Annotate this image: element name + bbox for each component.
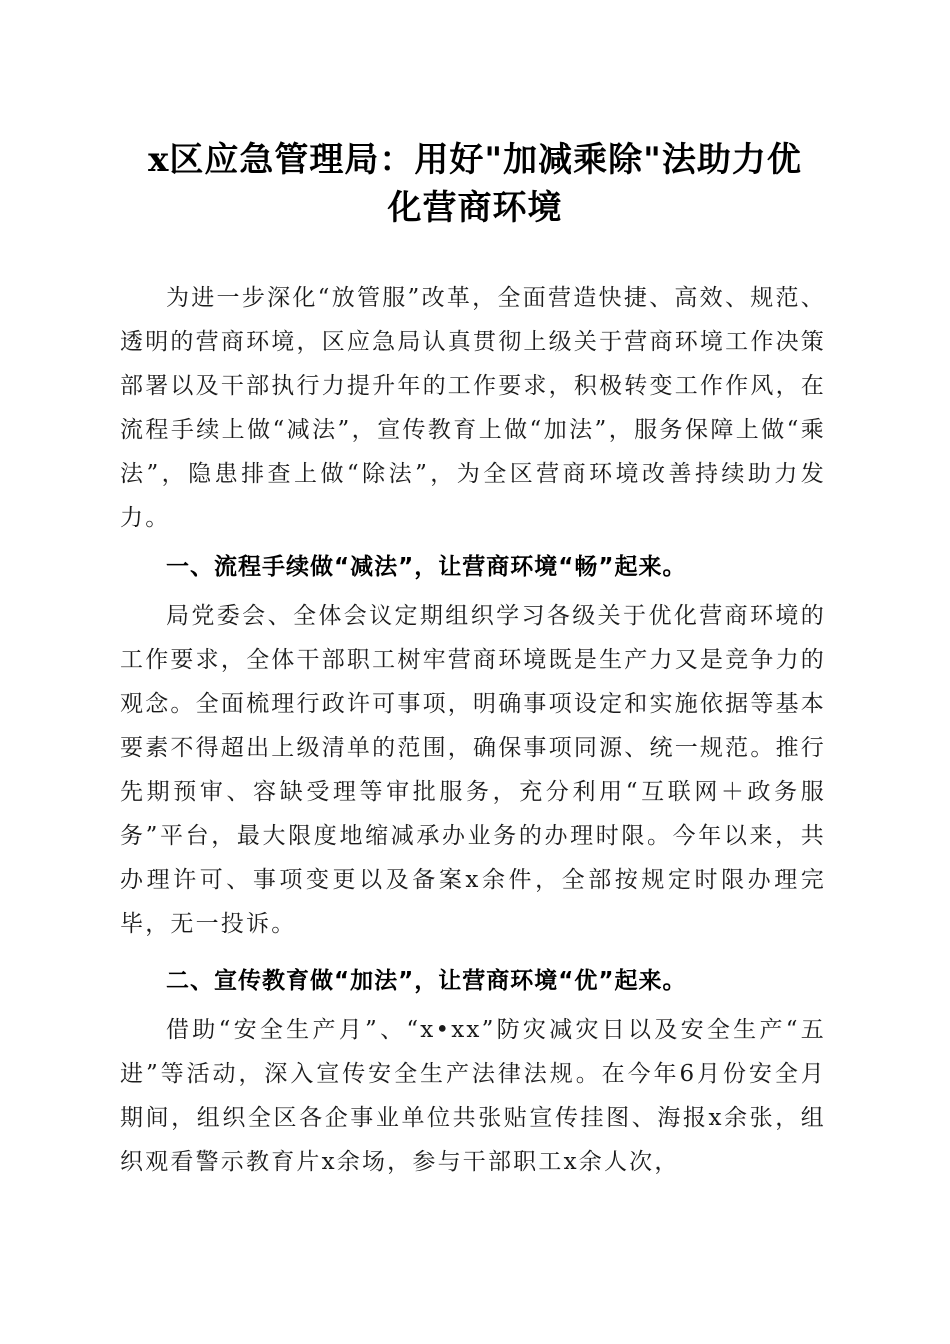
title-line-1: x区应急管理局：用好"加减乘除"法助力优 <box>148 140 802 180</box>
title-line-2: 化营商环境 <box>387 188 563 228</box>
section-1-paragraph: 局党委会、全体会议定期组织学习各级关于优化营商环境的工作要求，全体干部职工树牢营商环境既是生产力又是竞争力的观念。全面梳理行政许可事项，明确事项设定和实施依据等基本要素不得超出上级清单的范围，确保事项同源、统一规范。推行先期预审、容缺受理等审批服务，充分利用“互联网＋政务服务”平台，最大限度地缩减承办业务的办理时限。今年以来，共办理许可、事项变更以及备案x余件，全部按规定时限办理完毕，无一投诉。 <box>120 603 826 937</box>
document-title <box>100 136 850 232</box>
section-2-heading: 二、宣传教育做“加法”，让营商环境“优”起来。 <box>166 968 687 994</box>
section-2-paragraph: 借助“安全生产月”、“x•xx”防灾减灾日以及安全生产“五进”等活动，深入宣传安全生产法律法规。在今年6月份安全月期间，组织全区各企事业单位共张贴宣传挂图、海报x余张，组织观看警示教育片x余场，参与干部职工x余人次， <box>120 1017 826 1175</box>
section-1-heading: 一、流程手续做“减法”，让营商环境“畅”起来。 <box>166 554 687 580</box>
document-body <box>120 276 826 1184</box>
intro-paragraph: 为进一步深化“放管服”改革，全面营造快捷、高效、规范、透明的营商环境，区应急局认真贯彻上级关于营商环境工作决策部署以及干部执行力提升年的工作要求，积极转变工作作风，在流程手续上做“减法”，宣传教育上做“加法”，服务保障上做“乘法”，隐患排查上做“除法”，为全区营商环境改善持续助力发力。 <box>120 285 826 531</box>
